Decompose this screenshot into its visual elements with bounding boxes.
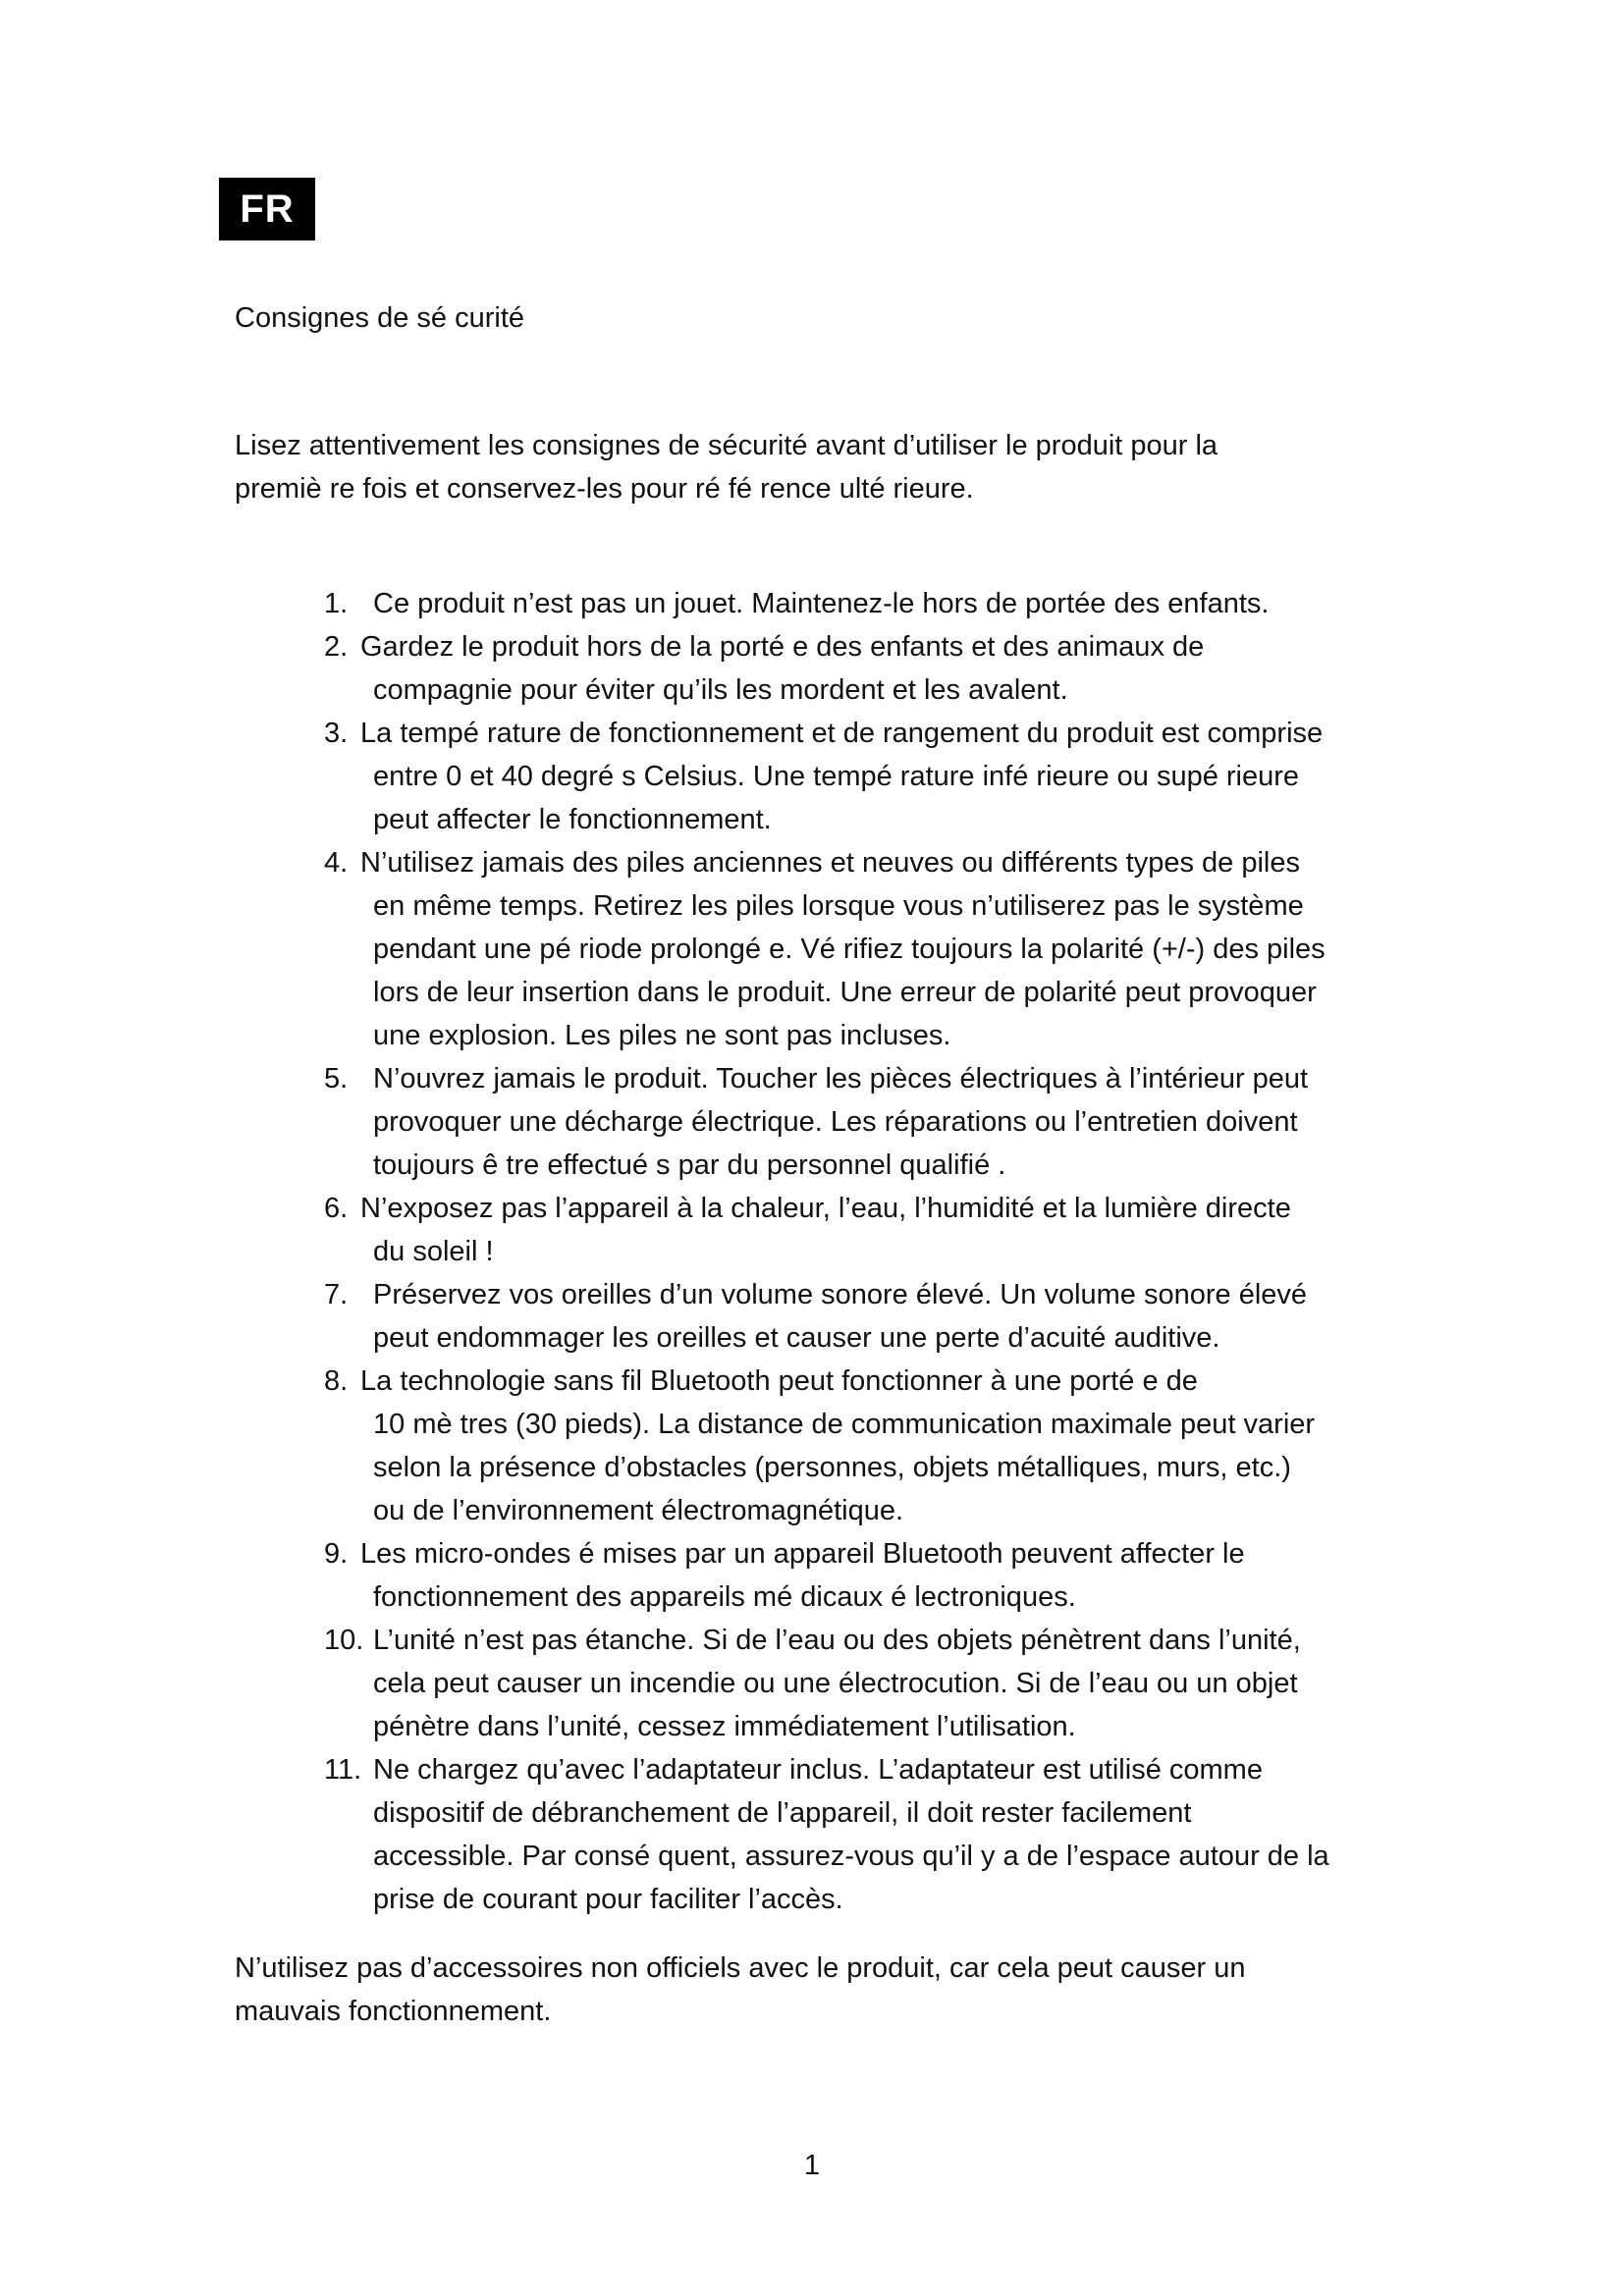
closing-line: N’utilisez pas d’accessoires non officiels avec le produit, car cela peut causer un bbox=[235, 1952, 1246, 1984]
item-number: 5. bbox=[324, 1063, 349, 1095]
list-item bbox=[0, 582, 1624, 625]
item-number: 10. bbox=[324, 1625, 364, 1656]
item-line: N’utilisez jamais des piles anciennes et neuves ou différents types de piles bbox=[360, 847, 1300, 879]
item-line: peut endommager les oreilles et causer une perte d’acuité auditive. bbox=[373, 1322, 1220, 1354]
list-item bbox=[0, 1273, 1624, 1360]
item-line: Ce produit n’est pas un jouet. Maintenez-le hors de portée des enfants. bbox=[373, 588, 1270, 619]
item-line: N’exposez pas l’appareil à la chaleur, l’eau, l’humidité et la lumière directe bbox=[360, 1193, 1291, 1224]
item-number: 3. bbox=[324, 718, 349, 749]
item-line: Gardez le produit hors de la porté e des enfants et des animaux de bbox=[360, 631, 1205, 663]
item-line: La tempé rature de fonctionnement et de rangement du produit est comprise bbox=[360, 718, 1324, 749]
item-line: prise de courant pour faciliter l’accès. bbox=[373, 1884, 843, 1915]
item-line: Préservez vos oreilles d’un volume sonore élevé. Un volume sonore élevé bbox=[373, 1279, 1308, 1310]
item-line: pénètre dans l’unité, cessez immédiatement l’utilisation. bbox=[373, 1711, 1076, 1742]
list-item bbox=[0, 712, 1624, 841]
item-line: 10 mè tres (30 pieds). La distance de communication maximale peut varier bbox=[373, 1409, 1316, 1440]
item-number: 7. bbox=[324, 1279, 349, 1310]
item-number: 6. bbox=[324, 1193, 349, 1224]
safety-instructions-list bbox=[0, 582, 1624, 1921]
item-number: 11. bbox=[324, 1754, 362, 1786]
intro-line: premiè re fois et conservez-les pour ré fé rence ulté rieure. bbox=[235, 473, 974, 505]
intro-paragraph bbox=[235, 424, 1452, 510]
item-line: dispositif de débranchement de l’appareil, il doit rester facilement bbox=[373, 1797, 1192, 1829]
list-item bbox=[0, 1619, 1624, 1748]
item-line: La technologie sans fil Bluetooth peut fonctionner à une porté e de bbox=[360, 1365, 1198, 1397]
list-item bbox=[0, 625, 1624, 712]
closing-paragraph bbox=[235, 1947, 1452, 2033]
closing-line: mauvais fonctionnement. bbox=[235, 1996, 552, 2027]
list-item bbox=[0, 1532, 1624, 1619]
list-item bbox=[0, 1748, 1624, 1921]
list-item bbox=[0, 1057, 1624, 1187]
page-title: Consignes de sé curité bbox=[235, 302, 524, 334]
item-number: 2. bbox=[324, 631, 349, 663]
item-line: du soleil ! bbox=[373, 1236, 494, 1267]
item-line: Ne chargez qu’avec l’adaptateur inclus. L’adaptateur est utilisé comme bbox=[373, 1754, 1263, 1786]
item-number: 1. bbox=[324, 588, 349, 619]
item-line: une explosion. Les piles ne sont pas incluses. bbox=[373, 1020, 951, 1051]
item-line: accessible. Par consé quent, assurez-vous qu’il y a de l’espace autour de la bbox=[373, 1841, 1329, 1872]
item-line: pendant une pé riode prolongé e. Vé rifiez toujours la polarité (+/-) des piles bbox=[373, 934, 1326, 965]
item-line: L’unité n’est pas étanche. Si de l’eau ou des objets pénètrent dans l’unité, bbox=[373, 1625, 1301, 1656]
item-line: entre 0 et 40 degré s Celsius. Une tempé rature infé rieure ou supé rieure bbox=[373, 761, 1300, 792]
language-badge: FR bbox=[219, 178, 315, 240]
list-item bbox=[0, 1187, 1624, 1273]
list-item bbox=[0, 841, 1624, 1057]
intro-line: Lisez attentivement les consignes de sécurité avant d’utiliser le produit pour la bbox=[235, 430, 1218, 461]
item-line: peut affecter le fonctionnement. bbox=[373, 804, 772, 835]
item-line: cela peut causer un incendie ou une électrocution. Si de l’eau ou un objet bbox=[373, 1668, 1298, 1699]
item-line: toujours ê tre effectué s par du personnel qualifié . bbox=[373, 1149, 1006, 1181]
item-number: 4. bbox=[324, 847, 349, 879]
item-line: Les micro-ondes é mises par un appareil Bluetooth peuvent affecter le bbox=[360, 1538, 1245, 1570]
item-line: provoquer une décharge électrique. Les réparations ou l’entretien doivent bbox=[373, 1106, 1298, 1138]
item-line: N’ouvrez jamais le produit. Toucher les pièces électriques à l’intérieur peut bbox=[373, 1063, 1309, 1095]
item-line: lors de leur insertion dans le produit. Une erreur de polarité peut provoquer bbox=[373, 977, 1317, 1008]
item-line: ou de l’environnement électromagnétique. bbox=[373, 1495, 904, 1526]
item-number: 9. bbox=[324, 1538, 349, 1570]
item-line: fonctionnement des appareils mé dicaux é lectroniques. bbox=[373, 1581, 1076, 1613]
page-number: 1 bbox=[803, 2150, 821, 2181]
list-item bbox=[0, 1360, 1624, 1532]
item-line: compagnie pour éviter qu’ils les mordent et les avalent. bbox=[373, 674, 1068, 706]
item-line: en même temps. Retirez les piles lorsque vous n’utiliserez pas le système bbox=[373, 890, 1304, 922]
item-number: 8. bbox=[324, 1365, 349, 1397]
item-line: selon la présence d’obstacles (personnes, objets métalliques, murs, etc.) bbox=[373, 1452, 1291, 1483]
